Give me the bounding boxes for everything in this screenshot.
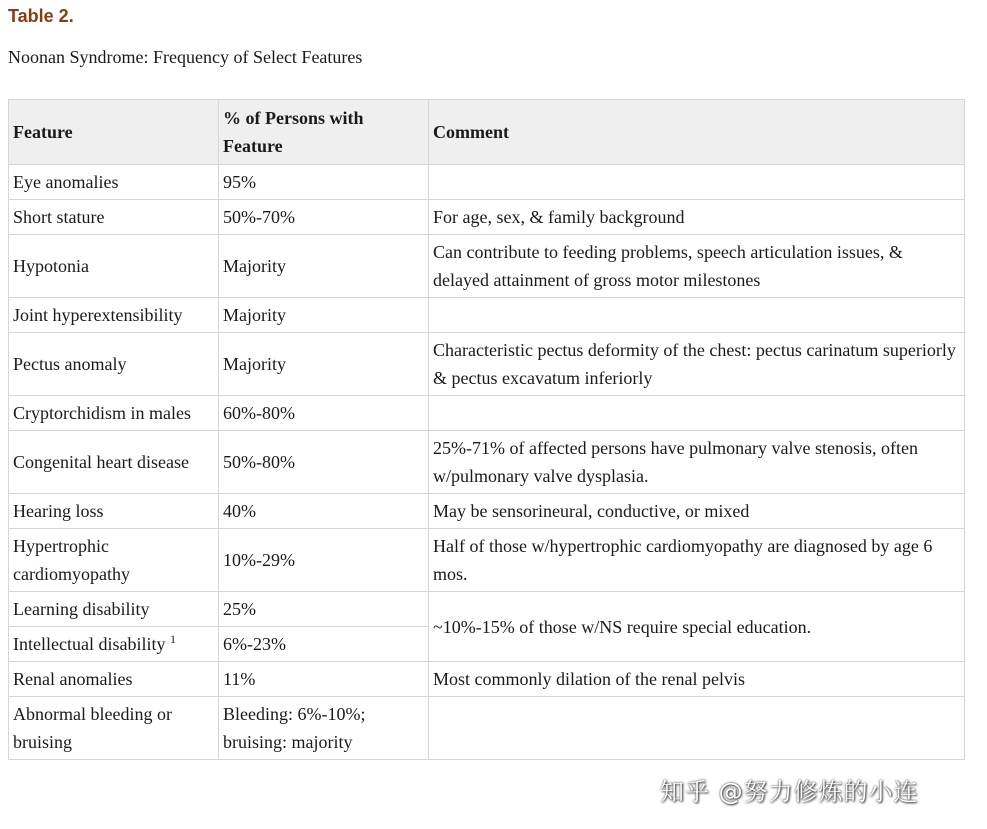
feature-cell: Congenital heart disease <box>9 431 219 494</box>
comment-cell: May be sensorineural, conductive, or mixed <box>429 494 965 529</box>
table-label: Table 2. <box>8 6 74 26</box>
table-row <box>9 235 965 298</box>
comment-cell: Most commonly dilation of the renal pelvis <box>429 662 965 697</box>
comment-cell <box>429 396 965 431</box>
comment-cell <box>429 697 965 760</box>
percent-cell: Bleeding: 6%-10%; bruising: majority <box>219 697 429 760</box>
header-comment: Comment <box>429 100 965 165</box>
feature-cell: Hypotonia <box>9 235 219 298</box>
feature-cell: Short stature <box>9 200 219 235</box>
feature-cell: Hearing loss <box>9 494 219 529</box>
watermark: 知乎 @努力修炼的小连 <box>660 778 919 806</box>
table-row <box>9 494 965 529</box>
feature-cell: Pectus anomaly <box>9 333 219 396</box>
percent-cell: 95% <box>219 165 429 200</box>
header-row <box>9 100 965 165</box>
header-feature: Feature <box>9 100 219 165</box>
footnote-marker: 1 <box>169 632 176 646</box>
percent-cell: 6%-23% <box>219 627 429 662</box>
comment-cell: For age, sex, & family background <box>429 200 965 235</box>
percent-cell: Majority <box>219 235 429 298</box>
table-caption: Noonan Syndrome: Frequency of Select Features <box>8 47 363 67</box>
feature-cell: Cryptorchidism in males <box>9 396 219 431</box>
comment-cell <box>429 165 965 200</box>
features-table <box>8 99 965 760</box>
feature-cell: Abnormal bleeding or bruising <box>9 697 219 760</box>
table-row <box>9 165 965 200</box>
feature-cell <box>9 627 219 662</box>
table-row <box>9 396 965 431</box>
table-row <box>9 431 965 494</box>
comment-cell: Half of those w/hypertrophic cardiomyopathy are diagnosed by age 6 mos. <box>429 529 965 592</box>
feature-cell: Renal anomalies <box>9 662 219 697</box>
comment-cell: Characteristic pectus deformity of the chest: pectus carinatum superiorly & pectus excavatum inferiorly <box>429 333 965 396</box>
feature-cell: Joint hyperextensibility <box>9 298 219 333</box>
percent-cell: 11% <box>219 662 429 697</box>
comment-cell: 25%-71% of affected persons have pulmonary valve stenosis, often w/pulmonary valve dysplasia. <box>429 431 965 494</box>
table-row <box>9 592 965 627</box>
percent-cell: 50%-80% <box>219 431 429 494</box>
feature-text: Intellectual disability <box>13 634 166 654</box>
percent-cell: Majority <box>219 333 429 396</box>
feature-cell: Eye anomalies <box>9 165 219 200</box>
comment-cell: ~10%-15% of those w/NS require special education. <box>429 592 965 662</box>
comment-cell <box>429 298 965 333</box>
percent-cell: 10%-29% <box>219 529 429 592</box>
comment-cell: Can contribute to feeding problems, speech articulation issues, & delayed attainment of gross motor milestones <box>429 235 965 298</box>
table-row <box>9 662 965 697</box>
table-row <box>9 333 965 396</box>
table-row <box>9 529 965 592</box>
table-row <box>9 298 965 333</box>
feature-cell: Hypertrophic cardiomyopathy <box>9 529 219 592</box>
percent-cell: 50%-70% <box>219 200 429 235</box>
header-percent: % of Persons with Feature <box>219 100 429 165</box>
percent-cell: 25% <box>219 592 429 627</box>
percent-cell: 60%-80% <box>219 396 429 431</box>
percent-cell: 40% <box>219 494 429 529</box>
percent-cell: Majority <box>219 298 429 333</box>
table-row <box>9 697 965 760</box>
table-row <box>9 200 965 235</box>
feature-cell: Learning disability <box>9 592 219 627</box>
